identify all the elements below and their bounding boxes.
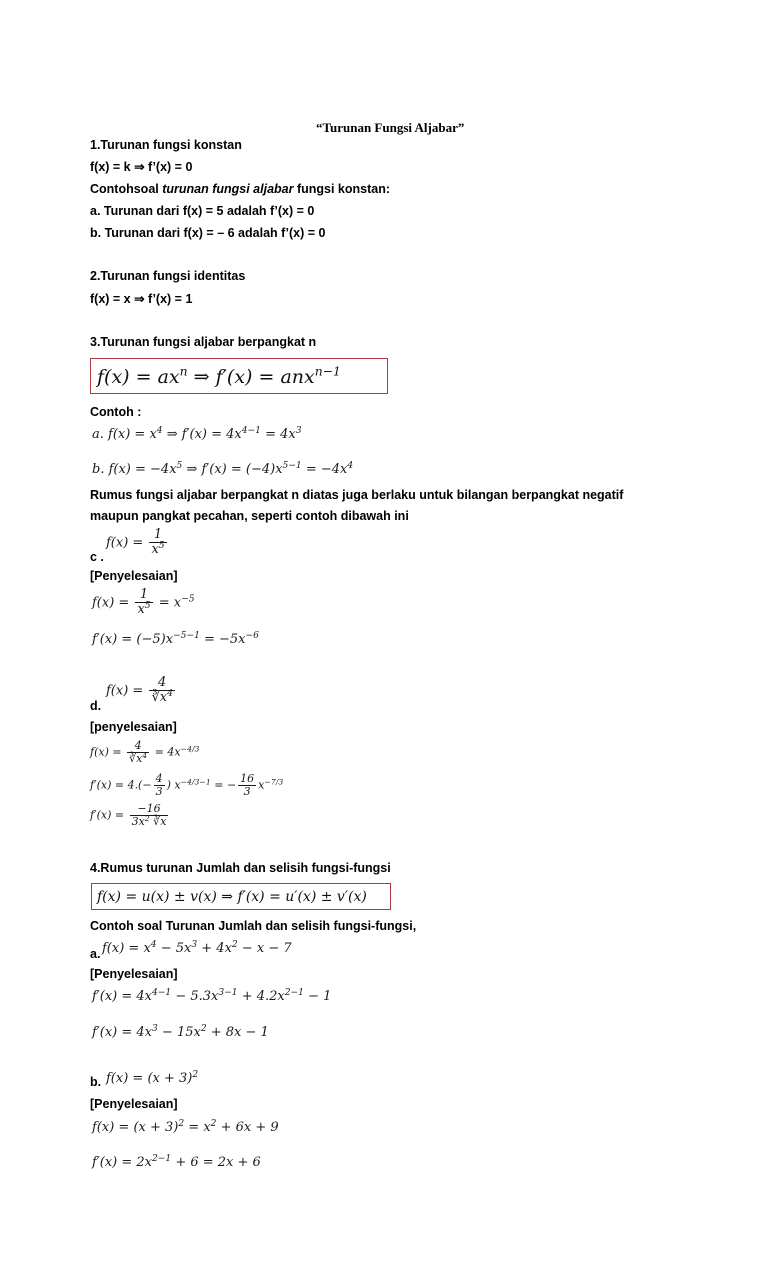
example-prefix: Contohsoal [90, 182, 163, 196]
section-3-note-2: maupun pangkat pecahan, seperti contoh dibawah ini [90, 509, 409, 523]
example-4a-label: a. [90, 947, 101, 961]
example-italic: turunan fungsi aljabar [162, 182, 294, 196]
fraction-numerator: 16 [240, 772, 255, 785]
example-d-formula: f(x) = $\frac{4}{∛x^4}$ [106, 675, 173, 706]
example-4b-step-2: $f'(x) = 2x^{2-1} + 6 = 2x + 6$ [92, 1154, 261, 1170]
example-b-formula: b. $f(x) = -4x^5$ ⇒ $f'(x) = (-4)x^{5-1} = -4x^4$ [92, 461, 354, 477]
section-2-heading: 2.Turunan fungsi identitas [90, 269, 246, 283]
section-1-example-a: a. Turunan dari f(x) = 5 adalah f’(x) = 0 [90, 204, 315, 218]
section-3-contoh: Contoh : [90, 405, 142, 419]
example-4a-formula: $f(x) = x^4 - 5x^3 + 4x^2 - x - 7$ [102, 940, 292, 956]
example-d-label: d. [90, 699, 102, 713]
fraction-numerator: 4 [149, 676, 174, 691]
section-3-heading: 3.Turunan fungsi aljabar berpangkat n [90, 335, 317, 349]
example-c-label: c . [90, 550, 104, 564]
example-c-formula: f(x) = $\frac{1}{x^5}$ [106, 527, 165, 558]
example-suffix: fungsi konstan: [293, 182, 391, 196]
example-d-penyelesaian: [penyelesaian] [90, 720, 177, 734]
example-4b-label: b. [90, 1075, 102, 1089]
example-c-step-1: f(x) = $\frac{1}{x^5}$ = $x^{-5}$ [92, 587, 195, 618]
example-d-step-1: f(x) = $\frac{4}{∛x^4}$ = $4x^{-4/3}$ [90, 739, 200, 766]
example-4b-formula: $f(x) = (x + 3)^2$ [106, 1070, 199, 1086]
example-4a-step-2: $f'(x) = 4x^3 - 15x^2 + 8x - 1$ [92, 1024, 269, 1040]
section-1-rule: f(x) = k ⇒ f’(x) = 0 [90, 160, 193, 174]
example-d-step-3: f′(x) = $\frac{-16}{3x^2 ∛x}$ [90, 802, 167, 829]
section-1-example-b: b. Turunan dari f(x) = – 6 adalah f’(x) = 0 [90, 226, 326, 240]
section-4-contoh: Contoh soal Turunan Jumlah dan selisih fungsi-fungsi, [90, 919, 417, 933]
example-4a-step-1: $f'(x) = 4x^{4-1} - 5.3x^{3-1} + 4.2x^{2-1} - 1$ [92, 988, 332, 1004]
example-a-formula: a. $f(x) = x^4$ ⇒ $f'(x) = 4x^{4-1} = 4x^3$ [92, 426, 302, 442]
example-c-step-2: $f'(x) = (-5)x^{-5-1} = -5x^{-6}$ [92, 631, 259, 647]
document-title: “Turunan Fungsi Aljabar” [316, 120, 465, 135]
example-4b-penyelesaian: [Penyelesaian] [90, 1097, 178, 1111]
section-2-rule: f(x) = x ⇒ f’(x) = 1 [90, 292, 193, 306]
power-rule-formula-box: $f(x) = ax^n$ ⇒ f′(x) = anx$^{n-1}$ [90, 358, 388, 394]
section-3-note-1: Rumus fungsi aljabar berpangkat n diatas juga berlaku untuk bilangan berpangkat negatif [90, 488, 624, 502]
example-4b-step-1: $f(x) = (x + 3)^2 = x^2 + 6x + 9$ [92, 1119, 279, 1135]
section-4-heading: 4.Rumus turunan Jumlah dan selisih fungsi-fungsi [90, 861, 391, 875]
fraction-numerator: 1 [149, 528, 166, 543]
section-1-heading: 1.Turunan fungsi konstan [90, 138, 242, 152]
section-1-example-intro [90, 183, 390, 196]
sum-rule-formula-box: f(x) = u(x) ± v(x) ⇒ f′(x) = u′(x) ± v′(x) [91, 883, 391, 910]
example-c-penyelesaian: [Penyelesaian] [90, 569, 178, 583]
example-d-step-2: f′(x) = 4.(− $\frac{4}{3}$ ) $x^{-4/3-1}$ = − $\frac{16}{3}$ $x^{-7/3}$ [90, 772, 284, 799]
example-4a-penyelesaian: [Penyelesaian] [90, 967, 178, 981]
